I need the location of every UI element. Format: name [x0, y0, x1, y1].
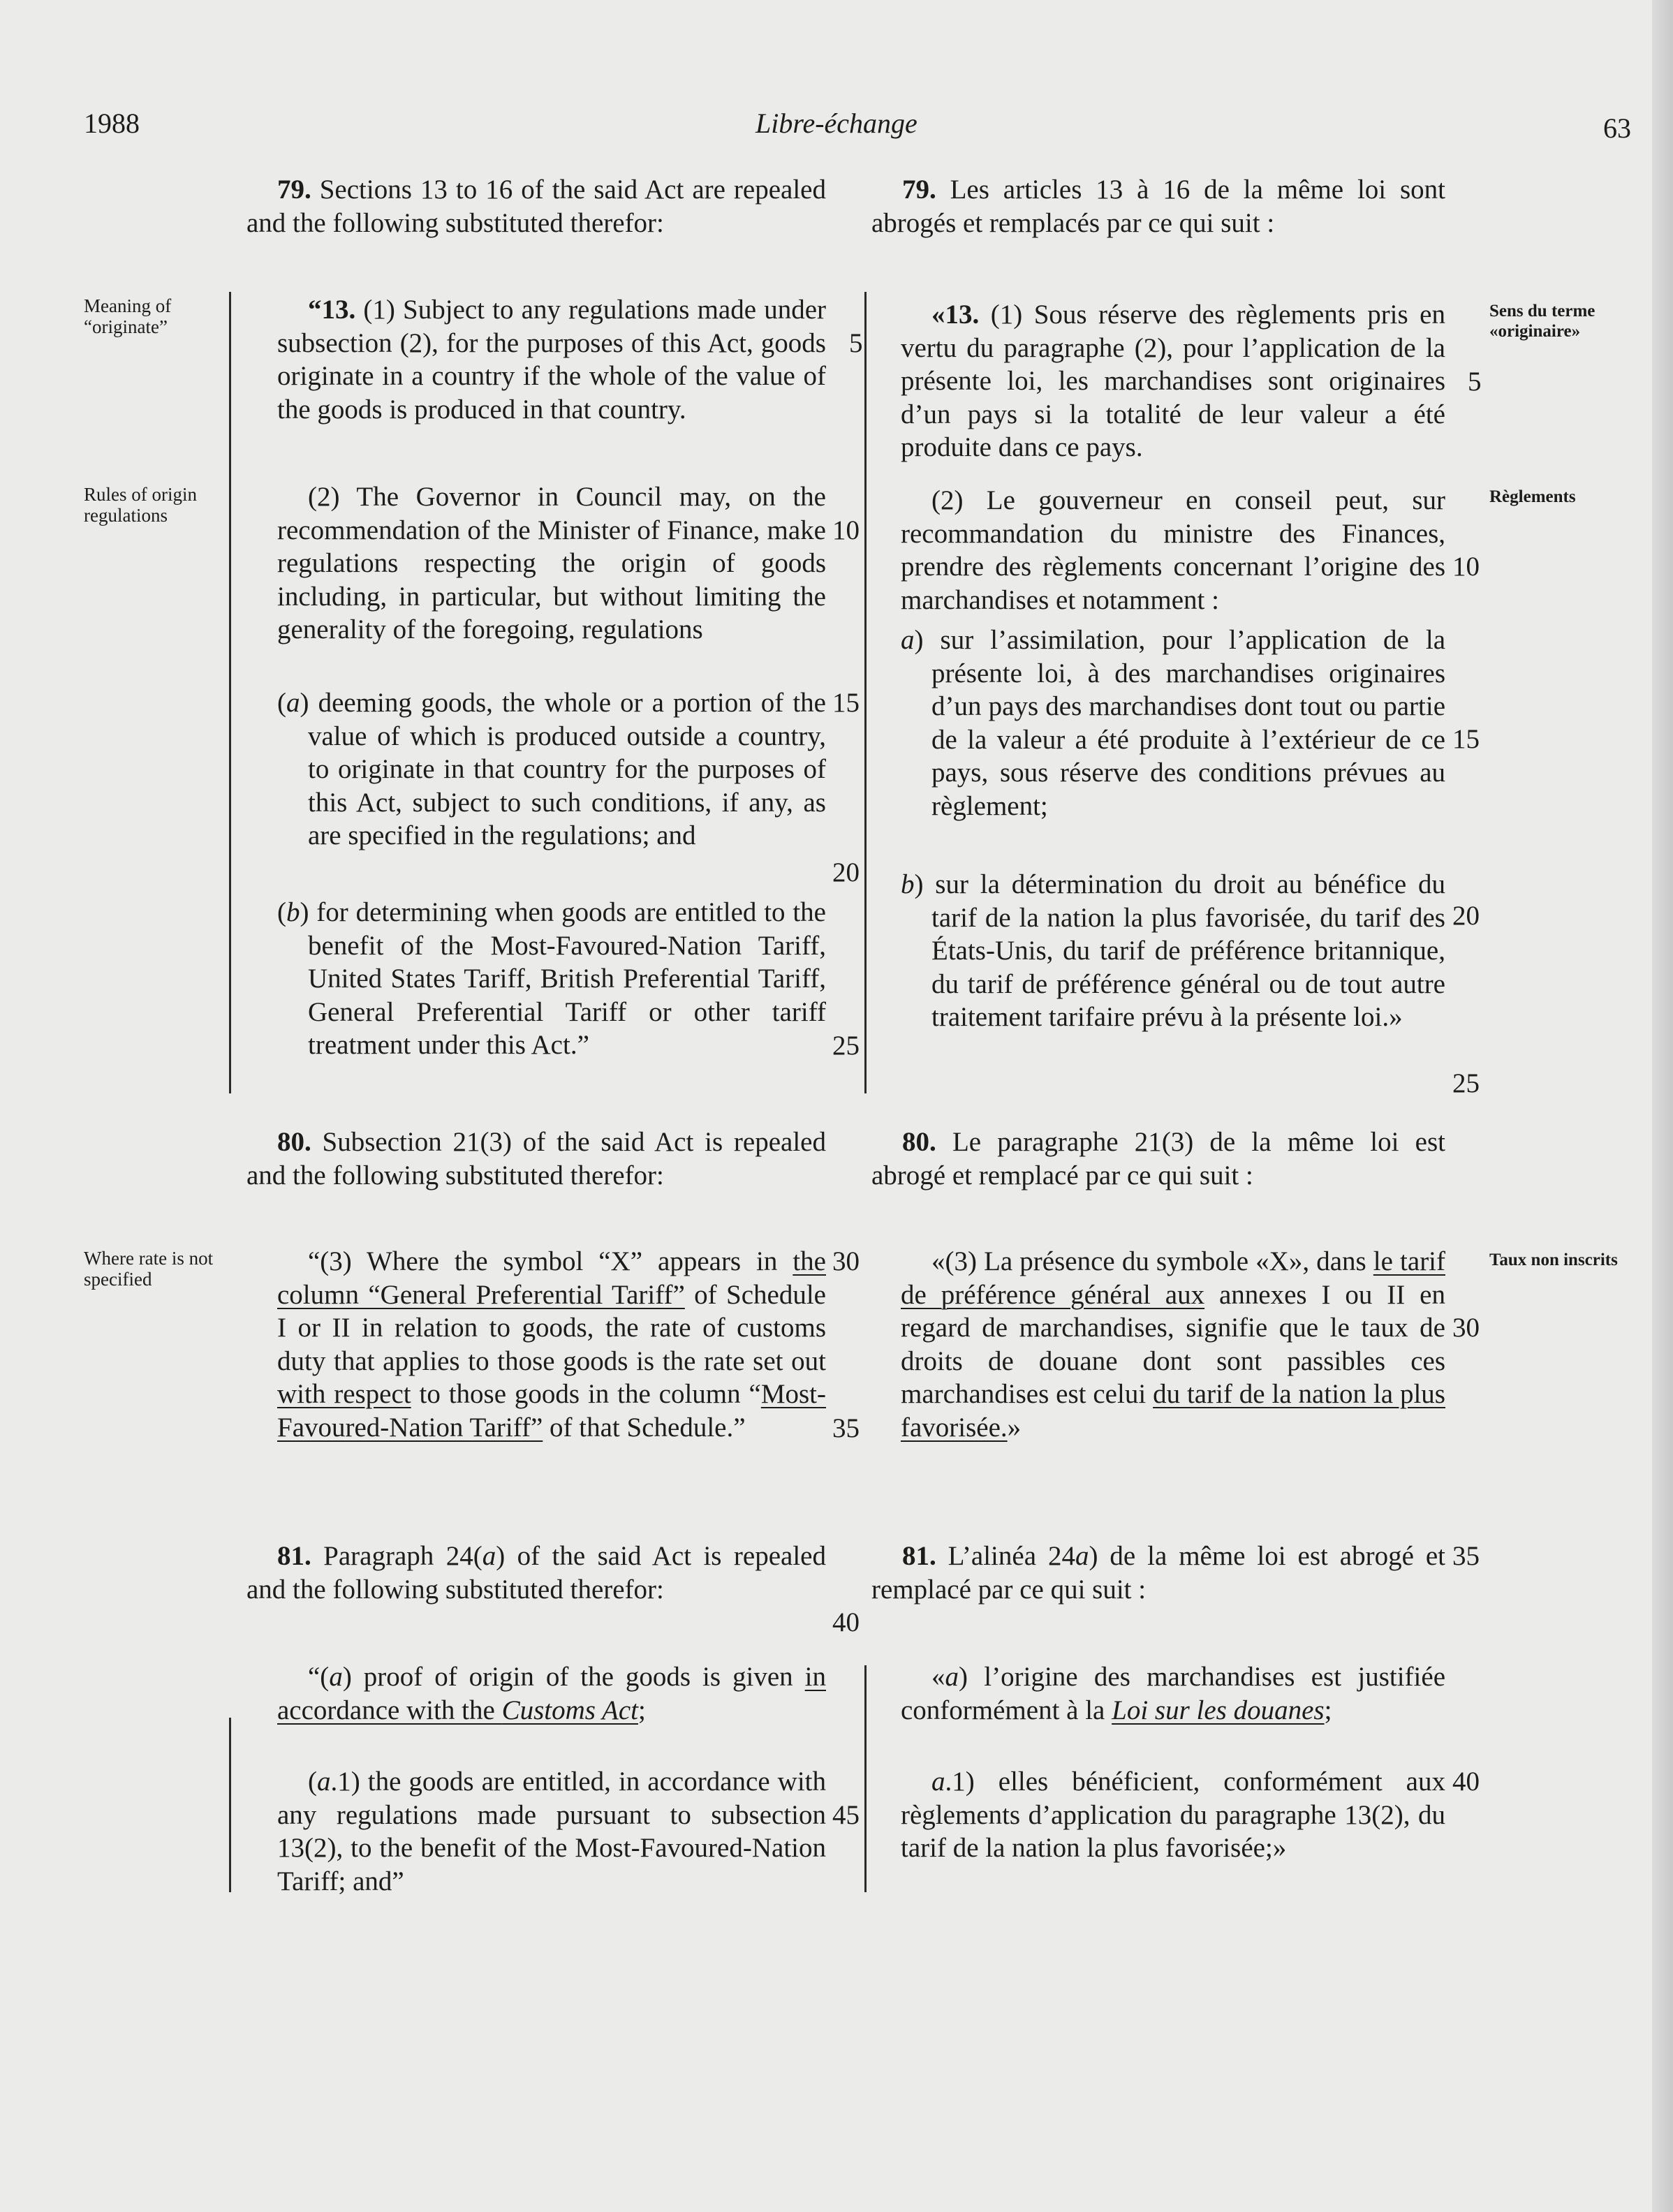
fr-line-number: 35	[1452, 1541, 1480, 1571]
en-para-13-2-a: (a) deeming goods, the whole or a portion of the value of which is produced outside a country, to originate in that country for the purposes of this Act, subject to such conditions, if any, as are specified in the regulations; and	[277, 688, 826, 850]
en-line-number: 25	[832, 1031, 860, 1061]
header-title: Libre-échange	[756, 108, 917, 139]
amendment-bar-fr-24a	[864, 1665, 867, 1892]
en-section-81: 81. Paragraph 24(a) of the said Act is repealed and the following substituted therefor:	[246, 1541, 826, 1605]
fr-line-number: 20	[1452, 901, 1480, 931]
margin-note-en-rate: Where rate is not specified	[84, 1248, 214, 1290]
margin-note-fr-taux: Taux non inscrits	[1489, 1251, 1618, 1269]
page-edge-shadow	[1652, 0, 1673, 2212]
en-para-24-a1: (a.1) the goods are entitled, in accordance with any regulations made pursuant to subsection 13(2), to the benefit of the Most-Favoured-Nation Tariff; and”	[277, 1767, 826, 1896]
fr-line-number: 15	[1452, 724, 1480, 754]
en-section-21-3: “(3) Where the symbol “X” appears in the column “General Preferential Tariff” of Schedule I or II in relation to goods, the rate of customs duty that applies to those goods is the rate set out with respect to those goods in the column “Most-Favoured-Nation Tariff” of that Schedule.”	[277, 1246, 827, 1443]
fr-section-80: 80. Le paragraphe 21(3) de la même loi est abrogé et remplacé par ce qui suit :	[871, 1127, 1445, 1190]
fr-line-number: 30	[1452, 1313, 1480, 1343]
fr-line-number: 5	[1468, 367, 1482, 397]
margin-note-en-originate: Meaning of “originate”	[84, 295, 172, 337]
margin-note-fr-originaire: Sens du terme «originaire»	[1489, 302, 1595, 341]
en-line-number: 40	[832, 1607, 860, 1637]
fr-para-13-2-b: b) sur la détermination du droit au bénéfice du tarif de la nation la plus favorisée, du tarif des États-Unis, du tarif de préférence britannique, du tarif de préférence général ou de tout autre traitement tarifaire prévu à la présente loi.»	[901, 869, 1445, 1032]
fr-para-24-a1: a.1) elles bénéficient, conformément aux règlements d’application du paragraphe 13(2), du tarif de la nation la plus favorisée;»	[901, 1767, 1445, 1863]
en-line-number: 20	[832, 857, 860, 887]
fr-line-number: 10	[1452, 552, 1480, 582]
en-section-79: 79. Sections 13 to 16 of the said Act are repealed and the following substituted therefor:	[246, 175, 826, 238]
en-line-number: 30	[832, 1246, 860, 1276]
fr-section-13-2: (2) Le gouverneur en conseil peut, sur recommandation du ministre des Finances, prendre des règlements concernant l’origine des marchandises et notamment :	[901, 485, 1445, 615]
en-para-13-2-b: (b) for determining when goods are entitled to the benefit of the Most-Favoured-Nation Tariff, United States Tariff, British Preferential Tariff, General Preferential Tariff or other tariff treatment under this Act.”	[277, 897, 826, 1060]
amendment-bar-fr	[864, 292, 867, 1093]
en-line-number: 35	[832, 1413, 860, 1443]
en-section-13-2: (2) The Governor in Council may, on the recommendation of the Minister of Finance, make regulations respecting the origin of goods including, in particular, but without limiting the generality of the foregoing, regulations	[277, 482, 826, 644]
fr-para-13-2-a: a) sur l’assimilation, pour l’application de la présente loi, à des marchandises originaires d’un pays des marchandises dont tout ou partie de la valeur a été produite à l’extérieur de ce pays, sous réserve des conditions prévues au règlement;	[901, 625, 1445, 821]
fr-section-13-1: «13. (1) Sous réserve des règlements pris en vertu du paragraphe (2), pour l’application de la présente loi, les marchandises sont originaires d’un pays si la totalité de leur valeur a été produite dans ce pays.	[901, 300, 1445, 462]
margin-note-en-rules: Rules of origin regulations	[84, 484, 197, 526]
en-line-number: 15	[832, 688, 860, 718]
fr-section-79: 79. Les articles 13 à 16 de la même loi sont abrogés et remplacés par ce qui suit :	[871, 175, 1445, 238]
amendment-bar-en-24a	[229, 1718, 231, 1892]
en-para-24-a: “(a) proof of origin of the goods is given in accordance with the Customs Act;	[277, 1662, 826, 1725]
en-line-number: 5	[849, 328, 863, 358]
fr-para-24-a: «a) l’origine des marchandises est justifiée conformément à la Loi sur les douanes;	[901, 1662, 1445, 1725]
margin-note-fr-reglements: Règlements	[1489, 487, 1576, 506]
en-section-80: 80. Subsection 21(3) of the said Act is repealed and the following substituted therefor:	[246, 1127, 826, 1190]
header-page-number: 63	[1603, 112, 1631, 144]
header-year: 1988	[84, 108, 140, 139]
amendment-bar-en	[229, 292, 231, 1093]
fr-section-81: 81. L’alinéa 24a) de la même loi est abrogé et remplacé par ce qui suit :	[871, 1541, 1445, 1605]
en-line-number: 45	[832, 1800, 860, 1830]
en-section-13-1: “13. (1) Subject to any regulations made under subsection (2), for the purposes of this Act, goods originate in a country if the whole of the value of the goods is produced in that country.	[277, 295, 826, 425]
en-line-number: 10	[832, 515, 860, 545]
fr-line-number: 25	[1452, 1068, 1480, 1098]
fr-line-number: 40	[1452, 1767, 1480, 1797]
fr-section-21-3: «(3) La présence du symbole «X», dans le tarif de préférence général aux annexes I ou II en regard de marchandises, signifie que le taux de droits de douane dont sont passibles ces marchandises est celui du tarif de la nation la plus favorisée.»	[901, 1246, 1445, 1443]
